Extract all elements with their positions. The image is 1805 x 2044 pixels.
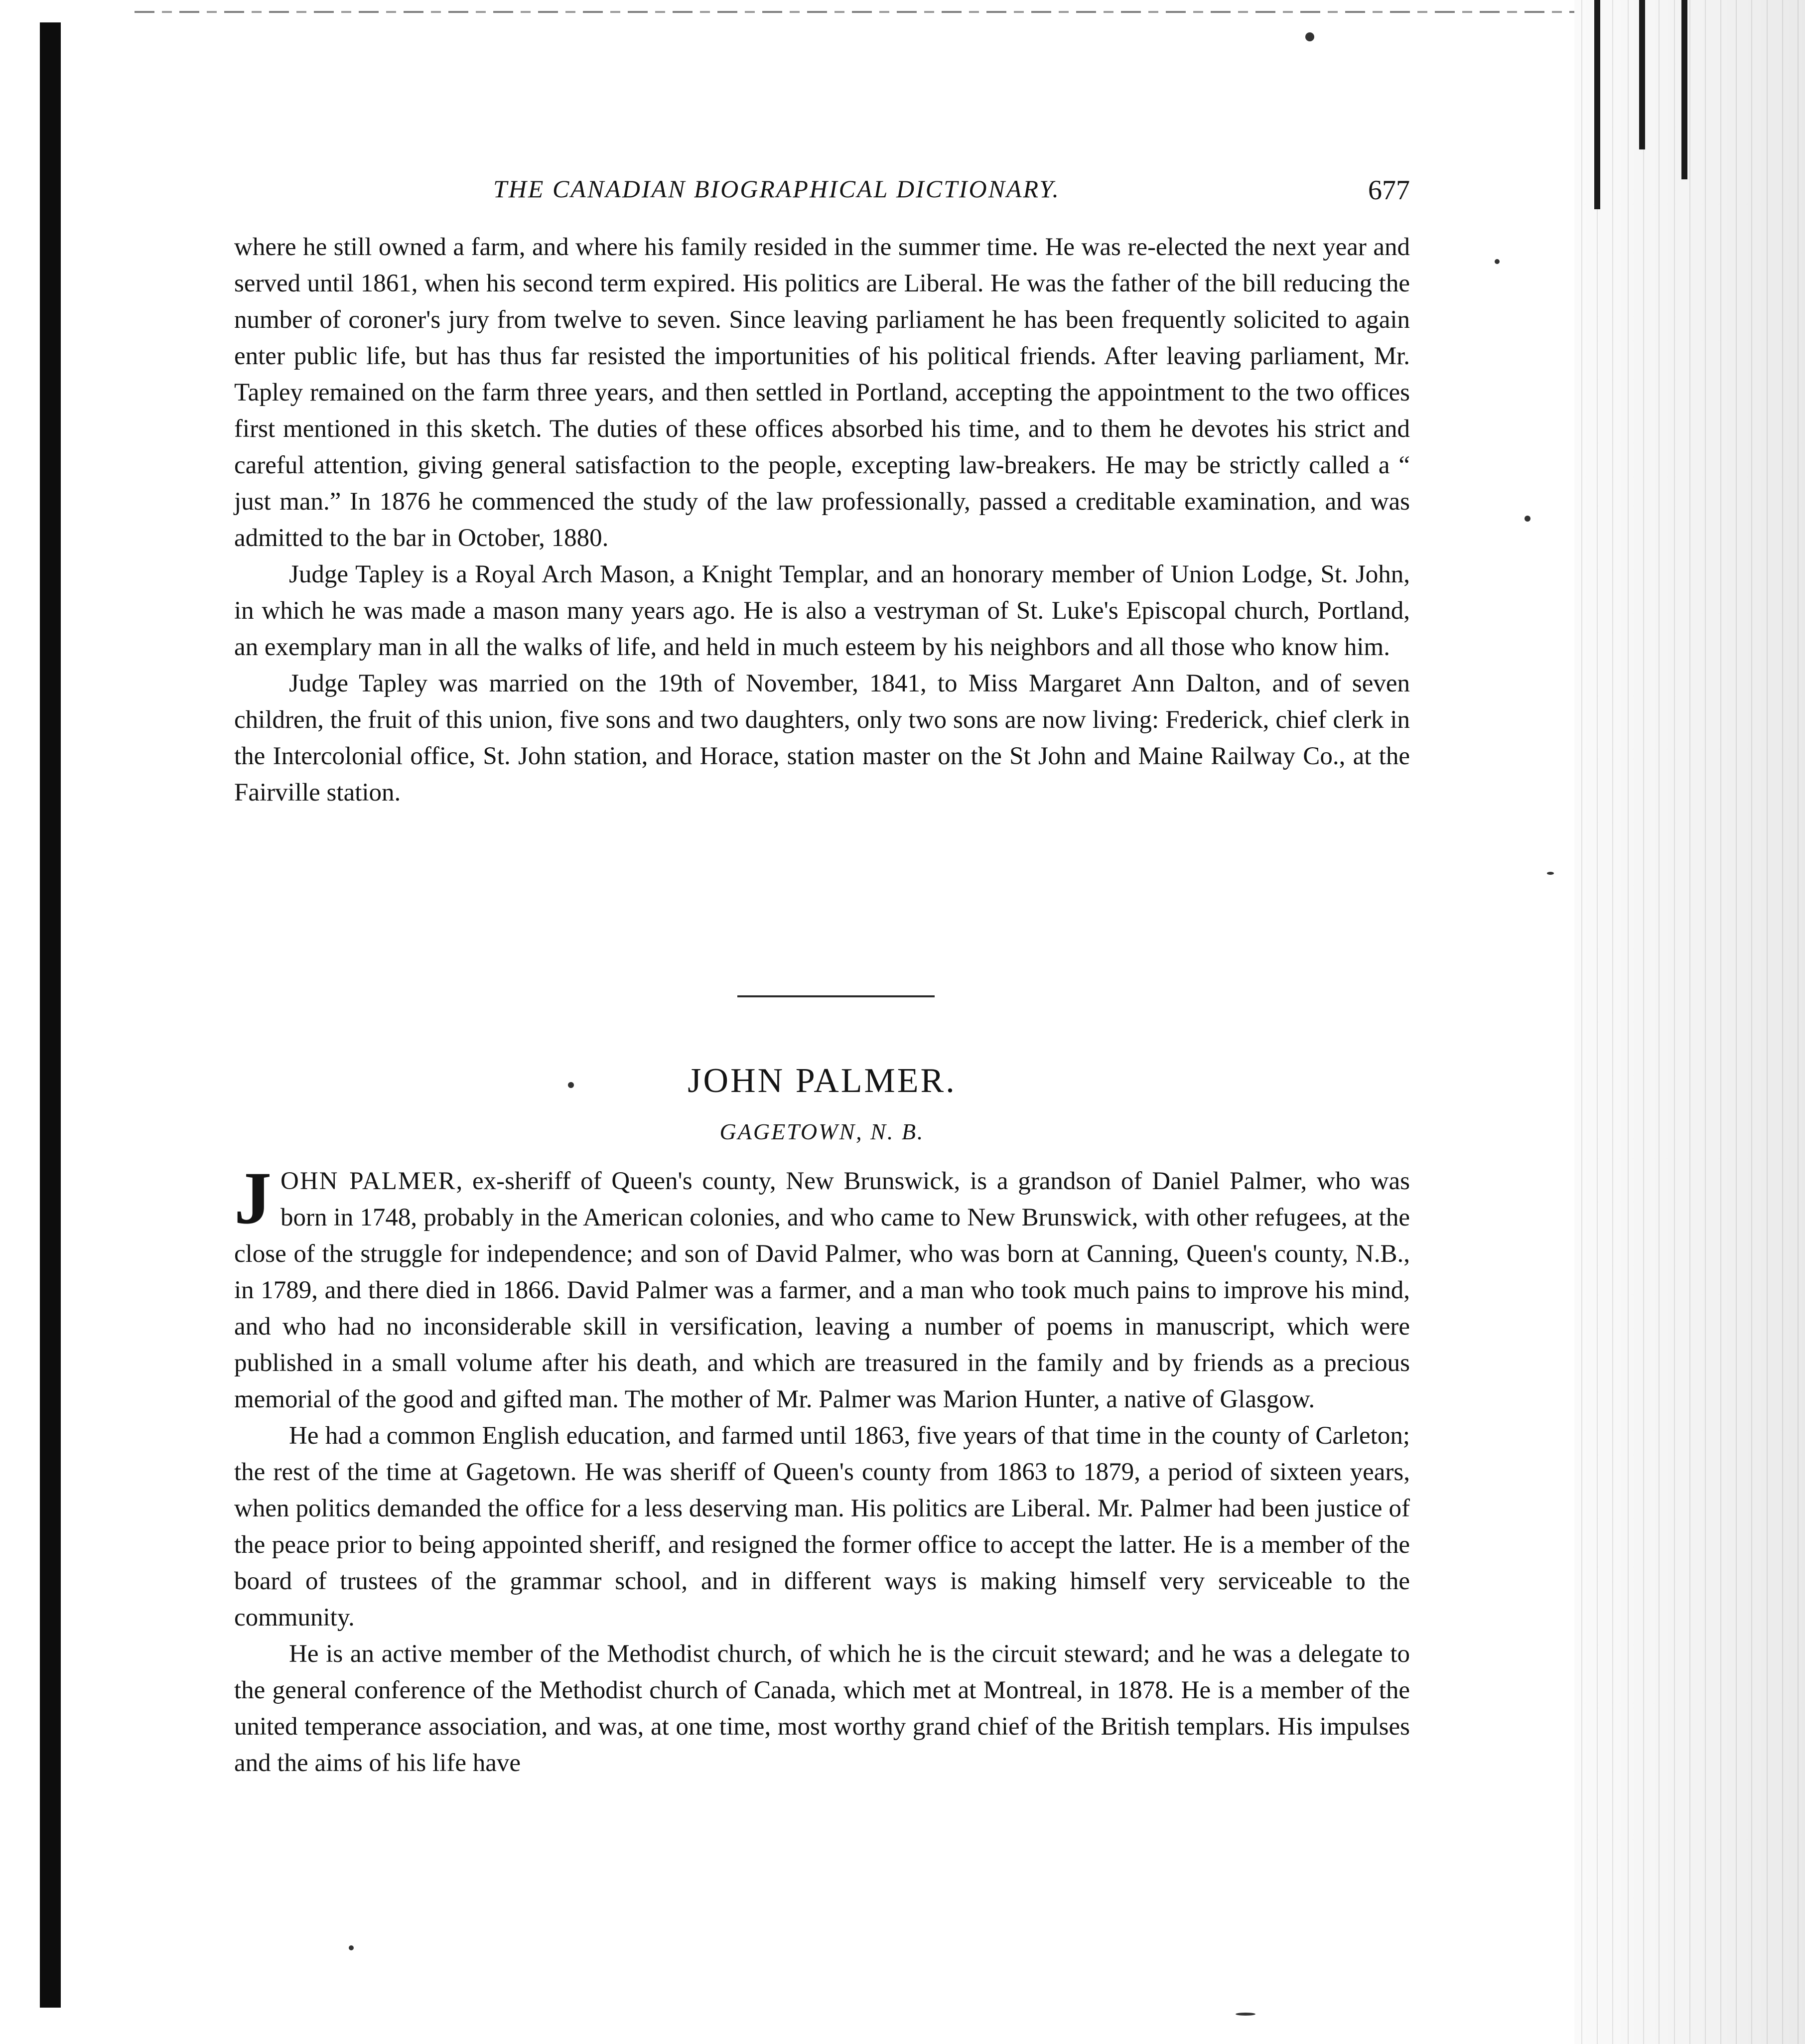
drop-cap: J xyxy=(234,1157,272,1239)
paragraph: Judge Tapley is a Royal Arch Mason, a Knight Templar, and an honorary member of Union Lodge, St. John, in which he was made a mason many years ago. He is also a vestryman of St. Luke's Episcopal church, Portland, an exemplary man in all the walks of life, and held in much esteem by his neighbors and all those who know him. xyxy=(234,560,1410,661)
scan-speck xyxy=(1305,32,1314,41)
paragraph: where he still owned a farm, and where his family resided in the summer time. He was re-elected the next year and served until 1861, when his second term expired. His politics are Liberal. He was the father of the bill reducing the number of coroner's jury from twelve to seven. Since leaving parliament he has been frequently solicited to again enter public life, but has thus far resisted the importunities of his political friends. After leaving parliament, Mr. Tapley remained on the farm three years, and then settled in Portland, accepting the appointment to the two offices first mentioned in this sketch. The duties of these offices absorbed his time, and to them he devotes his strict and careful attention, giving general satisfaction to the people, excepting law-breakers. He may be strictly called a “ just man.” In 1876 he commenced the study of the law professionally, passed a creditable examination, and was admitted to the bar in October, 1880. xyxy=(234,233,1410,552)
paragraph: He had a common English education, and farmed until 1863, five years of that time in the county of Carleton; the rest of the time at Gagetown. He was sheriff of Queen's county from 1863 to 1879, a period of sixteen years, when politics demanded the office for a less deserving man. His politics are Liberal. Mr. Palmer had been justice of the peace prior to being appointed sheriff, and resigned the former office to accept the latter. He is a member of the board of trustees of the grammar school, and in different ways is making himself very serviceable to the community. xyxy=(234,1422,1410,1632)
opening-paragraph-text: , ex-sheriff of Queen's county, New Brunswick, is a grandson of Daniel Palmer, who was born in 1748, probably in the American colonies, and who came to New Brunswick, with other refugees, at the close of the struggle for independence; and son of David Palmer, who was born at Canning, Queen's county, N.B., in 1789, and there died in 1866. David Palmer was a farmer, and a man who took much pains to improve his mind, and who had no inconsiderable skill in versification, leaving a number of poems in manuscript, which were published in a small volume after his death, and which are treasured in the family and by friends as a precious memorial of the good and gifted man. The mother of Mr. Palmer was Marion Hunter, a native of Glasgow. xyxy=(234,1167,1410,1413)
section-divider xyxy=(737,995,935,997)
scan-speck xyxy=(1236,2013,1255,2016)
opening-caps: OHN PALMER xyxy=(280,1167,456,1195)
scan-speck xyxy=(349,1945,354,1950)
page-edge-stripe xyxy=(1639,0,1645,149)
page-edge-stripe xyxy=(1681,0,1687,179)
article-location: GAGETOWN, N. B. xyxy=(719,1119,925,1144)
page-number: 677 xyxy=(1368,175,1410,206)
scan-top-edge xyxy=(135,11,1579,13)
scan-binding-edge xyxy=(40,22,61,2008)
scan-speck xyxy=(568,1082,574,1088)
article-body xyxy=(234,1157,1410,1781)
page-header xyxy=(234,174,1410,214)
article-title: JOHN PALMER. xyxy=(688,1062,957,1100)
paragraph: He is an active member of the Methodist church, of which he is the circuit steward; and he was a delegate to the general conference of the Methodist church of Canada, which met at Montreal, in 1878. He is a member of the united temperance association, and was, at one time, most worthy grand chief of the British templars. His impulses and the aims of his life have xyxy=(234,1640,1410,1777)
scan-speck xyxy=(1495,259,1500,264)
page-edge-stripe xyxy=(1594,0,1600,209)
scan-speck xyxy=(1525,516,1530,522)
opening-paragraph xyxy=(234,1157,1410,1418)
running-title: THE CANADIAN BIOGRAPHICAL DICTIONARY. xyxy=(493,175,1060,203)
scan-page-edge xyxy=(1574,0,1805,2044)
paragraph: Judge Tapley was married on the 19th of November, 1841, to Miss Margaret Ann Dalton, and of seven children, the fruit of this union, five sons and two daughters, only two sons are now living: Frederick, chief clerk in the Intercolonial office, St. John station, and Horace, station master on the St John and Maine Railway Co., at the Fairville station. xyxy=(234,670,1410,807)
scan-speck xyxy=(1547,872,1554,875)
previous-article-text xyxy=(234,229,1410,811)
